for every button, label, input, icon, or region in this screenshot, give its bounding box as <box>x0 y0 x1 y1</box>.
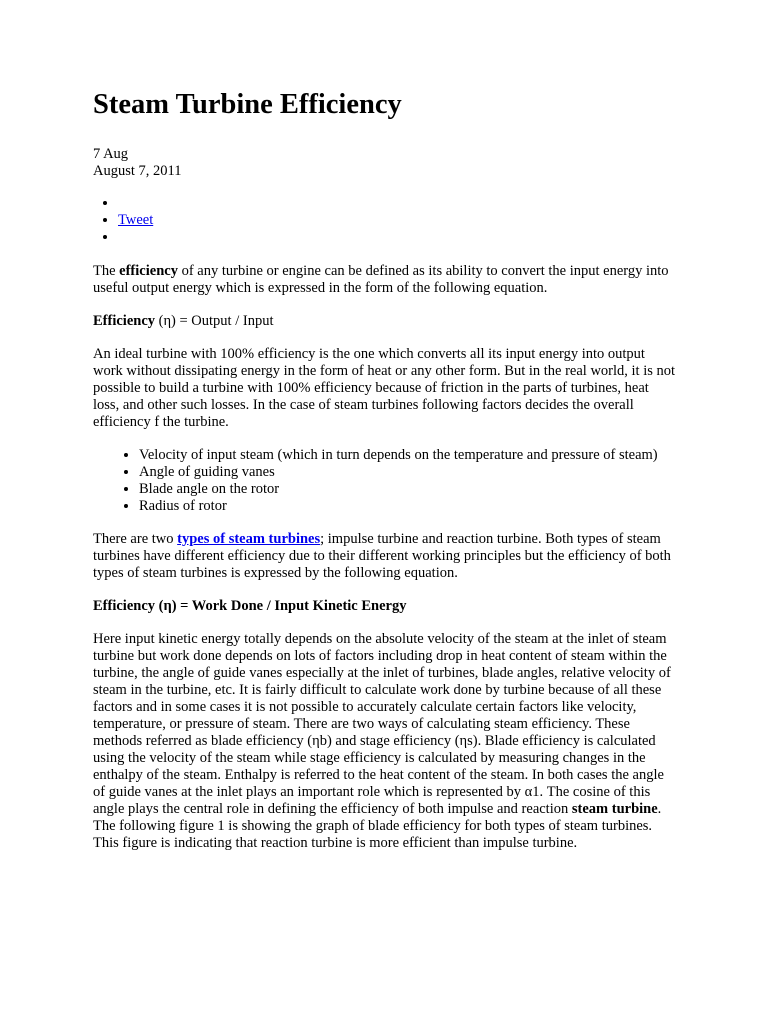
share-item-empty <box>118 195 678 212</box>
kinetic-energy-paragraph <box>93 631 678 852</box>
text-span: ; impulse turbine and reaction turbine. Both types of steam turbines have different efficiency due to their different working principles but the efficiency of both types of steam turbines is expressed by the following equation. <box>93 531 671 581</box>
list-item: • Blade angle on the rotor <box>139 481 678 498</box>
bold-term: Efficiency <box>93 313 156 329</box>
text-span: The <box>93 263 120 279</box>
list-item: • Velocity of input steam (which in turn depends on the temperature and pressure of steam) <box>139 447 678 464</box>
text-span: There are two <box>93 531 178 547</box>
date-long: August 7, 2011 <box>93 163 182 179</box>
bold-term: steam turbine <box>571 801 658 817</box>
ideal-turbine-paragraph: An ideal turbine with 100% efficiency is the one which converts all its input energy into output work without dissipating energy in the form of heat or any other form. But in the real world, it is not possible to build a turbine with 100% efficiency because of friction in the parts of turbines, heat loss, and other such losses. In the case of steam turbines following factors decides the overall efficiency f the turbine. <box>93 346 676 430</box>
text-span: . The following figure 1 is showing the graph of blade efficiency for both types of steam turbines. This figure is indicating that reaction turbine is more efficient than impulse turbine. <box>93 801 662 851</box>
list-item: • Angle of guiding vanes <box>139 464 678 481</box>
list-item: • Radius of rotor <box>139 498 678 515</box>
article-title: Steam Turbine Efficiency <box>93 89 402 120</box>
text-span: (η) = Output / Input <box>155 313 274 329</box>
share-item-tweet <box>118 212 678 229</box>
tweet-link[interactable]: Tweet <box>118 212 154 228</box>
equation-1 <box>93 313 678 330</box>
factors-list <box>93 447 678 515</box>
intro-paragraph <box>93 263 678 297</box>
text-span: of any turbine or engine can be defined as its ability to convert the input energy into useful output energy which is expressed in the form of the following equation. <box>93 263 669 296</box>
bold-term: efficiency <box>119 263 178 279</box>
date-short: 7 Aug <box>93 146 129 162</box>
share-item-empty <box>118 229 678 246</box>
share-list <box>93 195 678 246</box>
text-span: Here input kinetic energy totally depends on the absolute velocity of the steam at the inlet of steam turbine but work done depends on lots of factors including drop in heat content of steam within the turbine, the angle of guide vanes especially at the inlet of turbines, blade angles, relative velocity of steam in the turbine, etc. It is fairly difficult to calculate work done by turbine because of all these factors and in some cases it is not possible to accurately calculate certain factors like velocity, temperature, or pressure of steam. There are two ways of calculating steam efficiency. These methods referred as blade efficiency (ηb) and stage efficiency (ηs). Blade efficiency is calculated using the velocity of the steam while stage efficiency is calculated by measuring changes in the enthalpy of the steam. Enthalpy is referred to the heat content of the steam. In both cases the angle of guide vanes at the inlet plays an important role which is represented by α1. The cosine of this angle plays the central role in defining the efficiency of both impulse and reaction <box>93 631 671 817</box>
equation-2 <box>93 598 678 615</box>
types-of-steam-turbines-link[interactable]: types of steam turbines <box>177 531 321 547</box>
bold-equation: Efficiency (η) = Work Done / Input Kinetic Energy <box>93 598 407 614</box>
article <box>93 88 678 868</box>
types-paragraph <box>93 531 678 582</box>
